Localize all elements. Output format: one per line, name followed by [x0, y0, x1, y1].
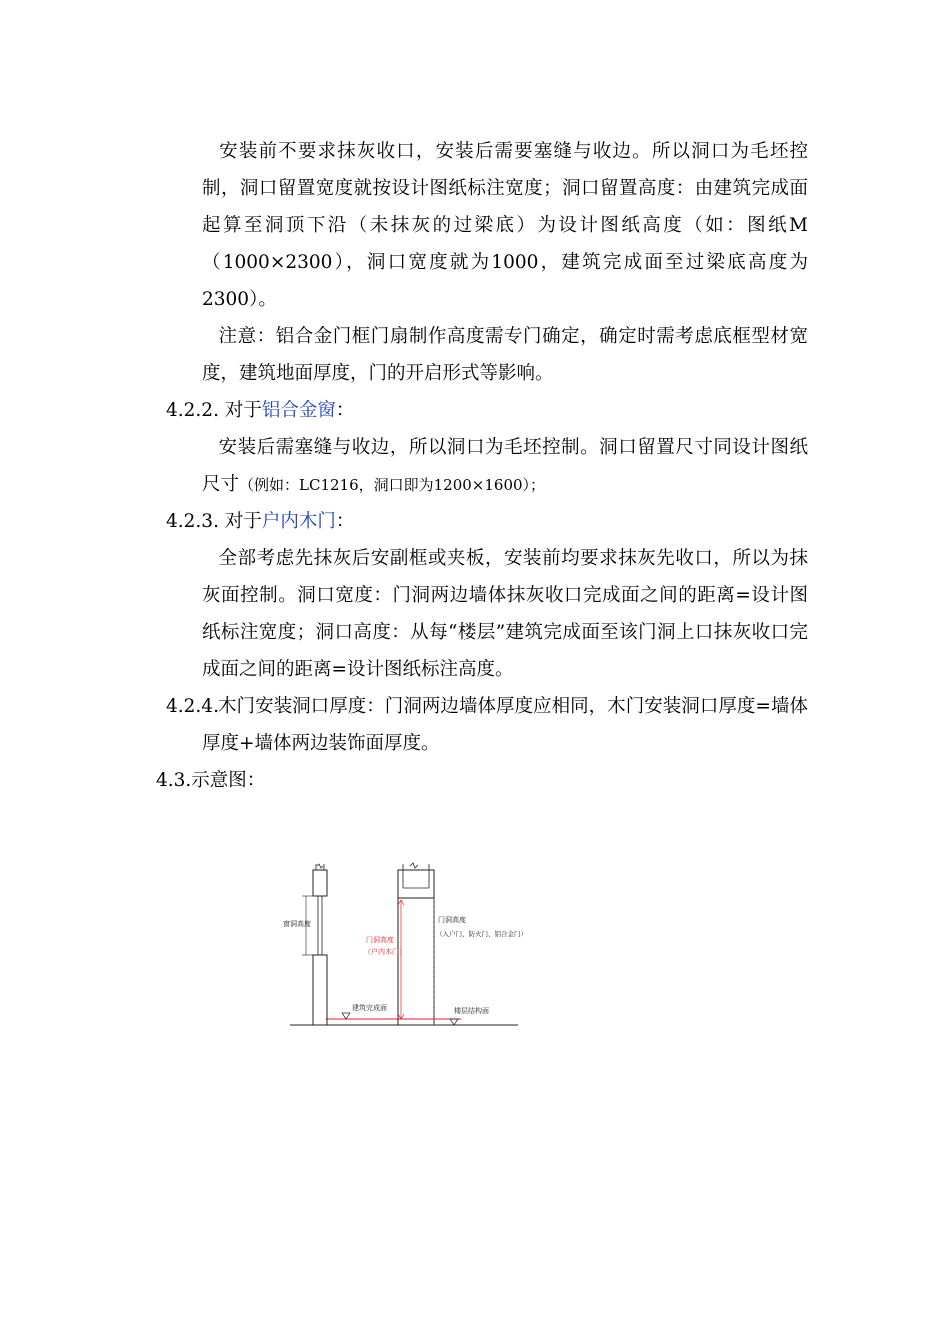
- label-structure-surface: 楼层结构面: [454, 1007, 489, 1015]
- paragraph-note: 注意：铝合金门框门扇制作高度需专门确定，确定时需考虑底框型材宽度，建筑地面厚度，门的开启形式等影响。: [202, 326, 808, 384]
- paragraph-opening-control: 安装前不要求抹灰收口，安装后需要塞缝与收边。所以洞口为毛坯控制，洞口留置宽度就按设计图纸标注宽度；洞口留置高度：由建筑完成面起算至洞顶下沿（未抹灰的过梁底）为设计图纸高度（如：图纸M（1000×2300），洞口宽度就为1000，建筑完成面至过梁底高度为2300）。: [202, 141, 808, 310]
- label-door-sub: （入户门、防火门、铝合金门）: [436, 930, 527, 938]
- label-door-height: 门洞高度: [438, 916, 466, 924]
- window-lintel: [313, 870, 327, 896]
- label-wood-door-sub: （户内木门）: [364, 948, 406, 956]
- label-wood-door-height: 门洞高度: [366, 936, 394, 944]
- finish-level-marker: [342, 1013, 350, 1019]
- label-finish-surface: 建筑完成面: [352, 1004, 387, 1012]
- opening-diagram: [283, 858, 527, 1030]
- heading-4-2-3: 4.2.3. 对于户内木门：: [166, 511, 355, 532]
- heading-4-2-2: 4.2.2. 对于铝合金窗：: [166, 400, 355, 421]
- label-window-height: 窗洞高度: [283, 920, 311, 928]
- link-aluminum-window: 铝合金窗: [261, 400, 336, 421]
- heading-4-2-4: 4.2.4.: [166, 696, 219, 717]
- paragraph-wood-door-thickness: 木门安装洞口厚度：门洞两边墙体厚度应相同，木门安装洞口厚度=墙体厚度+墙体两边装饰面厚度。: [202, 696, 808, 754]
- structure-level-marker: [450, 1019, 458, 1025]
- paragraph-aluminum-window: 安装后需塞缝与收边，所以洞口为毛坯控制。洞口留置尺寸同设计图纸尺寸（例如：LC1216，洞口即为1200×1600）；: [202, 437, 808, 495]
- window-sill-wall: [313, 955, 327, 1025]
- heading-4-3: 4.3.示意图：: [156, 770, 266, 791]
- paragraph-wood-door: 全部考虑先抹灰后安副框或夹板，安装前均要求抹灰先收口，所以为抹灰面控制。洞口宽度：门洞两边墙体抹灰收口完成面之间的距离=设计图纸标注宽度；洞口高度：从每“楼层”建筑完成面至该门洞上口抹灰收口完成面之间的距离=设计图纸标注高度。: [202, 548, 808, 680]
- link-indoor-wood-door: 户内木门: [261, 511, 336, 532]
